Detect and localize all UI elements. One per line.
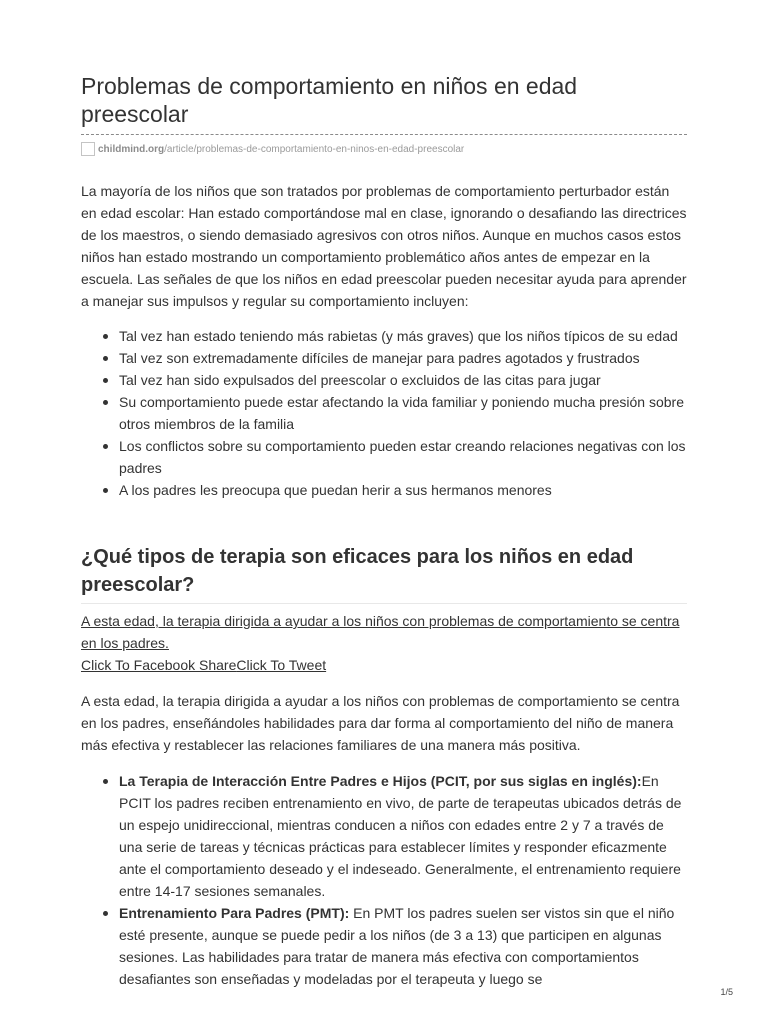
list-item: Tal vez son extremadamente difíciles de manejar para padres agotados y frustrados xyxy=(81,347,687,369)
source-url[interactable] xyxy=(81,141,464,157)
heading-divider xyxy=(81,603,687,604)
therapy-name: Entrenamiento Para Padres (PMT): xyxy=(119,905,350,921)
tweet-link[interactable]: Click To Tweet xyxy=(236,657,327,673)
bullet-icon xyxy=(103,444,108,449)
intro-paragraph: La mayoría de los niños que son tratados por problemas de comportamiento perturbador están en edad escolar: Han estado comportándose mal en clase, ignorando o desafiando las directrices de los maestros, o siendo demasiado agresivos con otros niños. Aunque en muchos casos estos niños han estado mostrando un comportamiento problemático años antes de empezar en la escuela. Las señales de que los niños en edad preescolar pueden necesitar ayuda para aprender a manejar sus impulsos y regular su comportamiento incluyen: xyxy=(81,183,687,309)
list-item xyxy=(81,770,687,902)
list-item: A los padres les preocupa que puedan herir a sus hermanos menores xyxy=(81,479,687,501)
site-favicon-icon xyxy=(81,142,95,156)
bullet-icon xyxy=(103,334,108,339)
list-item: Los conflictos sobre su comportamiento pueden estar creando relaciones negativas con los padres xyxy=(81,435,687,479)
facebook-share-link[interactable]: Click To Facebook Share xyxy=(81,657,237,673)
list-item: Tal vez han estado teniendo más rabietas (y más graves) que los niños típicos de su edad xyxy=(81,325,687,347)
page-title: Problemas de comportamiento en niños en edad preescolar xyxy=(81,73,578,127)
therapies-list xyxy=(81,770,687,990)
bullet-icon xyxy=(103,356,108,361)
signs-list xyxy=(81,325,687,501)
bullet-icon xyxy=(103,378,108,383)
bullet-icon xyxy=(103,400,108,405)
click-to-tweet-block xyxy=(81,610,687,676)
source-path[interactable]: /article/problemas-de-comportamiento-en-ninos-en-edad-preescolar xyxy=(164,143,465,155)
list-item: Su comportamiento puede estar afectando la vida familiar y poniendo mucha presión sobre otros miembros de la familia xyxy=(81,391,687,435)
page-number: 1/5 xyxy=(720,987,733,997)
source-domain[interactable]: childmind.org xyxy=(98,143,165,155)
therapy-description: En PMT los padres suelen ser vistos sin que el niño esté presente, aunque se puede pedir a los niños (de 3 a 13) que participen en algunas sesiones. Las habilidades para tratar de manera más efectiva con comportamientos desafiantes son enseñadas y modeladas por el terapeuta y luego se xyxy=(119,905,675,987)
therapy-description: En PCIT los padres reciben entrenamiento en vivo, de parte de terapeutas ubicados detrás de un espejo unidireccional, mientras conducen a niños con edades entre 2 y 7 a través de una serie de tareas y técnicas prácticas para establecer límites y responder eficazmente ante el comportamiento deseado y el indeseado. Generalmente, el entrenamiento requiere entre 14-17 sesiones semanales. xyxy=(119,773,682,899)
tweetable-quote-link[interactable]: A esta edad, la terapia dirigida a ayudar a los niños con problemas de comportamiento se centra en los padres. xyxy=(81,613,680,651)
bullet-icon xyxy=(103,488,108,493)
bullet-icon xyxy=(103,779,108,784)
title-divider xyxy=(81,134,687,135)
section-heading: ¿Qué tipos de terapia son eficaces para los niños en edad preescolar? xyxy=(81,546,634,596)
therapy-name: La Terapia de Interacción Entre Padres e Hijos (PCIT, por sus siglas en inglés): xyxy=(119,773,642,789)
list-item: Tal vez han sido expulsados del preescolar o excluidos de las citas para jugar xyxy=(81,369,687,391)
bullet-icon xyxy=(103,911,108,916)
therapy-paragraph: A esta edad, la terapia dirigida a ayudar a los niños con problemas de comportamiento se centra en los padres, enseñándoles habilidades para dar forma al comportamiento del niño de manera más efectiva y restablecer las relaciones familiares de una manera más positiva. xyxy=(81,693,680,753)
list-item xyxy=(81,902,687,990)
